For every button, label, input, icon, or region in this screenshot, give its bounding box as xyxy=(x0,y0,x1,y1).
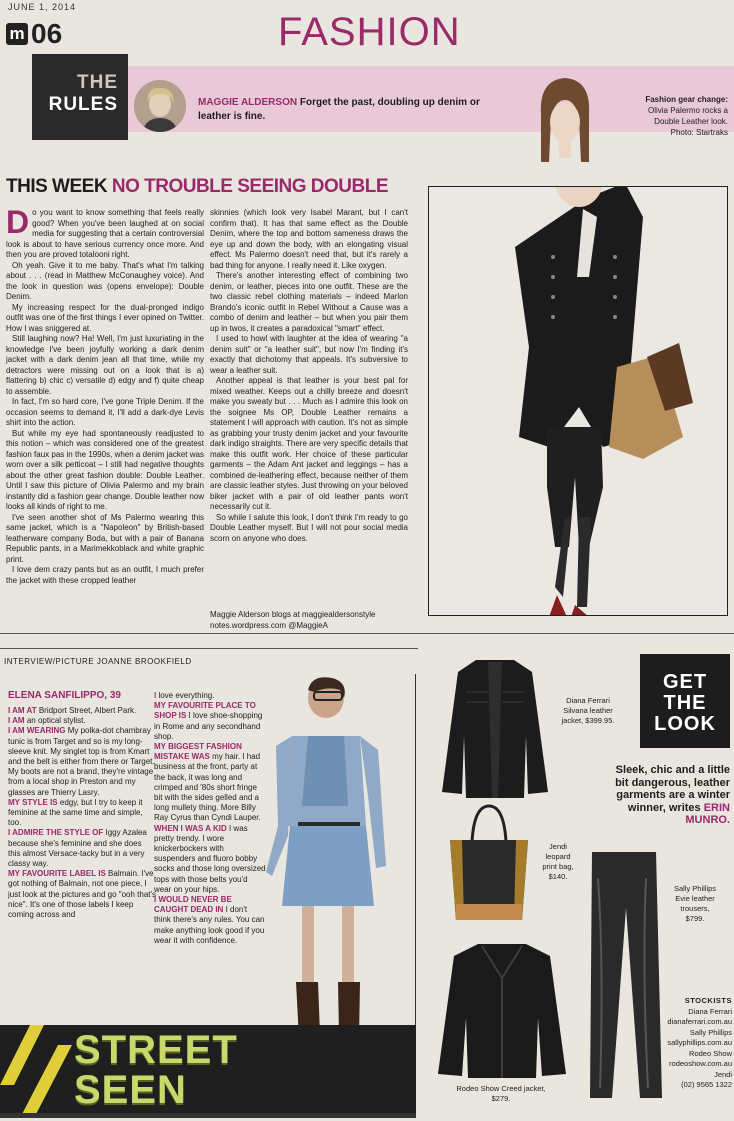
caption-sally-phillips: Sally Phillips Evie leather trousers, $799. xyxy=(673,884,717,923)
stockist-url: rodeoshow.com.au xyxy=(669,1059,732,1068)
caption-rodeo-show: Rodeo Show Creed jacket, $279. xyxy=(456,1084,546,1103)
title-line-1: STREET xyxy=(74,1028,238,1072)
stockist-url: dianaferrari.com.au xyxy=(667,1017,732,1026)
street-seen-divider xyxy=(0,648,418,649)
qa-answer: Bridport Street, Albert Park. xyxy=(38,706,137,715)
qa-item xyxy=(8,828,156,869)
caption-lead: Fashion gear change: xyxy=(645,95,728,104)
qa-question: MY FAVOURITE PLACE TO SHOP IS xyxy=(154,701,256,721)
paragraph: I used to howl with laughter at the idea of wearing "a denim suit" or "a leather suit", but now I'm finding it's exactly that dichotomy that appeals. It's subversive to wear a leather suit. xyxy=(210,334,408,375)
title-line-2: SEEN xyxy=(74,1068,187,1112)
leather-jacket-icon xyxy=(436,652,554,802)
article-column-1 xyxy=(6,204,204,586)
columnist-avatar xyxy=(134,80,186,132)
main-photo-caption xyxy=(632,94,728,138)
qa-answer: Balmain. I've got nothing of Balmain, not one piece, I just look at the pictures and go "ooh that's nice". It's one of those labels I keep coming across and xyxy=(8,869,157,920)
model-head-icon xyxy=(535,72,595,192)
paragraph: My increasing respect for the dual-pronged indigo outfit was one of the first things I ever opined on Twitter. How I was sniggered at. xyxy=(6,302,204,333)
qa-question: I ADMIRE THE STYLE OF xyxy=(8,828,104,838)
stockist-phone: (02) 9565 1322 xyxy=(681,1080,732,1089)
paragraph: But while my eye had spontaneously readjusted to this notion – which was considered one of the greatest fashion faux pas in the 1990s, when a denim jacket was worn over a silk petticoat – I still had negative thoughts about the other great fashion double: Double Leather. Until I saw this picture of Olivia Palermo and my brain instantly did a fashion gear change. Double leather now looks all kinds of right to me. xyxy=(6,428,204,511)
paragraph: Oh yeah. Give it to me baby. That's what I'm talking about . . . (read in Matthew McConaughey voice). And the look in question was (opens envelope): Double Denim. xyxy=(6,260,204,301)
section-divider xyxy=(0,633,734,634)
product-creed-jacket xyxy=(432,938,572,1080)
caption-jendi: Jendi leopard print bag, $140. xyxy=(542,842,574,881)
qa-answer: Iggy Azalea because she's feminine and she does this almost Versace-tacky but in a very classy way. xyxy=(8,828,147,869)
stockists-heading: STOCKISTS xyxy=(684,996,732,1005)
qa-item xyxy=(154,742,266,824)
stockist-url: sallyphillips.com.au xyxy=(667,1038,732,1047)
stockist-name: Sally Phillips xyxy=(689,1027,732,1037)
masthead-logo: m xyxy=(6,23,28,45)
rules-standfirst xyxy=(198,96,498,124)
stockists-list xyxy=(640,996,732,1091)
issue-date: JUNE 1, 2014 xyxy=(8,2,77,12)
rules-label-top: THE xyxy=(77,72,118,93)
qa-question: MY BIGGEST FASHION MISTAKE WAS xyxy=(154,742,242,762)
street-byline: INTERVIEW/PICTURE JOANNE BROOKFIELD xyxy=(4,657,192,666)
gtl-word: LOOK xyxy=(654,713,716,735)
qa-question: WHEN I WAS A KID xyxy=(154,823,227,833)
headline-main: NO TROUBLE SEEING DOUBLE xyxy=(111,176,389,197)
caption-text: Olivia Palermo rocks a Double Leather look. xyxy=(647,106,728,126)
qa-question: MY FAVOURITE LABEL IS xyxy=(8,869,106,879)
qa-answer: I don't think there's any rules. You can make anything look good if you wear it with confidence. xyxy=(154,905,265,945)
paragraph: Still laughing now? Ha! Well, I'm just luxuriating in the knowledge I've been joyfully working a dark denim jacket with a dark denim jean all that time, while my detractors were missing out on a look that is a) flattering b) chic c) versatile d) edgy and f) quite cheap to assemble. xyxy=(6,334,204,396)
olivia-palermo-photo xyxy=(428,186,728,616)
creed-jacket-icon xyxy=(432,938,572,1080)
qa-answer: an optical stylist. xyxy=(26,716,86,726)
paragraph: There's another interesting effect of combining two denim, or leather, pieces into one outfit. These are the two classic rebel clothing materials – indeed Marlon Brando's iconic outfit in Rebel Without a Cause was a combo of denim and leather – but when you pair them up in twos, it creates a paradoxical "smart" effect. xyxy=(210,271,408,333)
qa-answer: edgy, but I try to keep it feminine at the same time and simple, too. xyxy=(8,797,143,828)
blurb-writer: ERIN MUNRO. xyxy=(685,801,730,826)
paragraph: o you want to know something that feels really good? When you've been laughed at on social media for suggesting that a certain controversial look is about to have serious currency once more. And then you are proved totalooni right. xyxy=(6,208,204,259)
subject-name: ELENA SANFILIPPO, 39 xyxy=(8,690,121,701)
page-number-value: 06 xyxy=(31,18,63,49)
product-leopard-bag xyxy=(444,800,534,928)
street-seen-title xyxy=(74,1030,238,1110)
section-title: FASHION xyxy=(278,10,461,54)
qa-question: I AM WEARING xyxy=(8,726,66,736)
article-column-2 xyxy=(210,208,408,544)
get-the-look-badge xyxy=(640,654,730,748)
qa-item xyxy=(8,706,156,716)
gtl-word: THE xyxy=(663,692,707,714)
paragraph: I've seen another shot of Ms Palermo wearing this same jacket, which is a "Napoleon" by British-based leatherware company Boda, but with a pair of Banana Republic pants, in a Marimekkoblack and white graphic print. xyxy=(6,512,204,564)
qa-question: I AM AT xyxy=(8,706,37,715)
model-figure-icon xyxy=(429,187,728,616)
rules-label-bottom: RULES xyxy=(48,94,118,115)
model-head xyxy=(535,72,595,192)
qa-question: I WOULD NEVER BE CAUGHT DEAD IN xyxy=(154,895,232,915)
headline-kicker: THIS WEEK xyxy=(6,176,108,197)
qa-column-right xyxy=(154,691,266,946)
qa-question: I AM xyxy=(8,716,25,726)
columnist-name: MAGGIE ALDERSON xyxy=(198,97,298,108)
paragraph: In fact, I'm so hard core, I've gone Triple Denim. If the occasion seems to demand it, I'll add a dark-dye Levis shirt into the action. xyxy=(6,397,204,427)
qa-item xyxy=(8,798,156,829)
paragraph: Another appeal is that leather is your best pal for mixed weather. Keeps out a chilly breeze and doesn't make you sweaty but . . . Much as I admire this look on the soignee Ms OP, Double Leather remains a statement I will approach with caution. It's not as simple as grabbing your trusty denim jacket and your favourite dark indigo straights. There are very specific details that make this outfit work. Her choice of these particular garments – the Adam Ant jacket and leggings – has a combined de-leathering effect, because neither of them are classic leather styles. Just throwing on your beloved biker jacket with a pair of old leather pants won't necessarily cut it. xyxy=(210,376,408,511)
article-headline xyxy=(6,176,388,198)
drop-cap: D xyxy=(6,204,30,240)
paragraph: So while I salute this look, I don't think I'm ready to go Double Leather myself. But I will not pour social media scorn on anyone who does. xyxy=(210,512,408,543)
columnist-portrait-icon xyxy=(134,80,186,132)
qa-item xyxy=(154,824,266,895)
stockist-name: Diana Ferrari xyxy=(688,1006,732,1016)
qa-item xyxy=(8,869,156,920)
page-number xyxy=(6,18,62,50)
stockist-name: Rodeo Show xyxy=(689,1048,732,1058)
qa-column-left xyxy=(8,706,156,920)
qa-item xyxy=(8,716,156,726)
the-rules-label xyxy=(32,54,128,140)
gtl-word: GET xyxy=(662,671,708,693)
author-signoff: Maggie Alderson blogs at maggiealdersonstyle notes.wordpress.com @MaggieA xyxy=(210,610,376,630)
get-the-look-blurb xyxy=(614,764,730,827)
blurb-text: Sleek, chic and a little bit dangerous, leather garments are a winter winner, writes xyxy=(615,764,730,814)
leopard-bag-icon xyxy=(444,800,534,928)
qa-item xyxy=(8,726,156,797)
qa-answer: I love shoe-shopping in Rome and any secondhand shop. xyxy=(154,711,263,741)
photo-credit: Photo: Startraks xyxy=(670,128,728,137)
rules-tagline: Forget the past, doubling up denim or leather is fine. xyxy=(198,97,480,122)
qa-answer: I was pretty trendy. I wore knickerbockers with suspenders and fluoro bobby socks and those long oversized tops with those belts you'd wear on your hips. xyxy=(154,823,266,894)
product-leather-jacket xyxy=(436,652,554,802)
qa-answer: my hair. I had business at the front, party at the back, it was long and crimped and '80s short fringe bit with the sides gelled and a long mullety thing. More Billy Ray Cyrus than Cyndi Lauper. xyxy=(154,752,261,823)
qa-item xyxy=(154,895,266,946)
paragraph: I love dem crazy pants but as an outfit, I much prefer the jacket with these cropped leather xyxy=(6,565,204,585)
qa-question: MY STYLE IS xyxy=(8,797,58,807)
qa-item xyxy=(154,701,266,742)
caption-diana-ferrari: Diana Ferrari Silvana leather jacket, $399.95. xyxy=(561,696,615,725)
stockist-name: Jendi xyxy=(714,1069,732,1079)
paragraph: skinnies (which look very Isabel Marant, but I can't confirm that). It has that same effect as the Double Denim, where the top and bottom sameness draws the eye up and down the body, with an elongating visual effect. Ms Palermo doesn't need that, but it's rarely a bad thing for anyone. I really need it. Like oxygen. xyxy=(210,208,408,270)
qa-continuation: I love everything. xyxy=(154,691,215,700)
qa-answer: My polka-dot chambray tunic is from Target and so is my long-sleeve knit. My singlet top is from Kmart and the belt is either from there or Target. My boots are not a brand, they're vintage from a local shop in Preston and my glasses are Thierry Lasry. xyxy=(8,726,155,797)
